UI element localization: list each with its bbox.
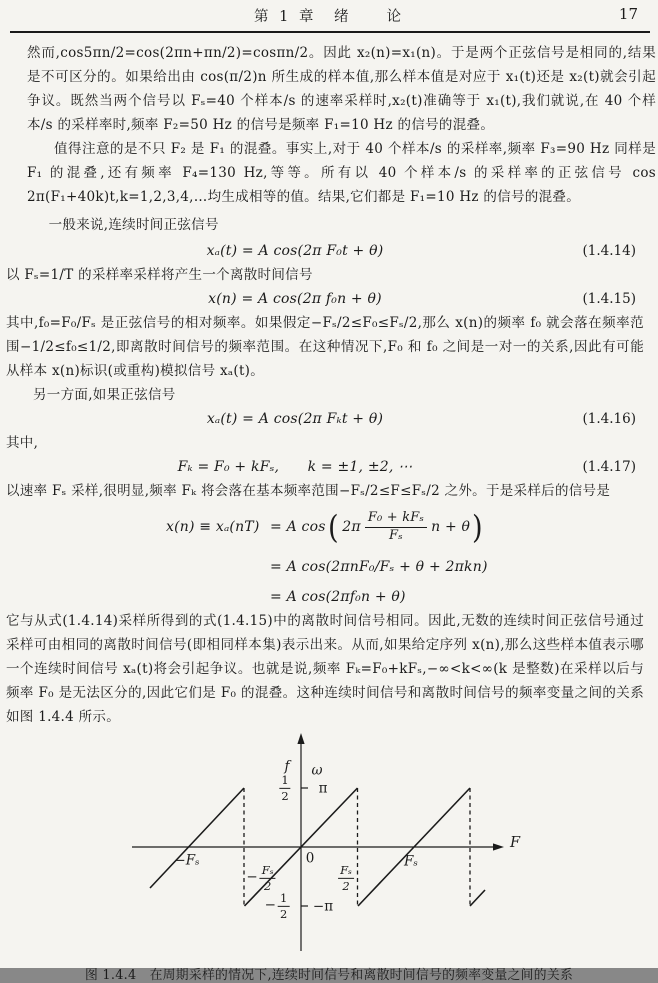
equation-1-4-15-number: (1.4.15) bbox=[582, 291, 636, 307]
chapter-title: 第 1 章 绪 论 bbox=[254, 9, 404, 25]
y-axis-label-f: f bbox=[284, 758, 290, 775]
x-axis-label-F: F bbox=[509, 834, 521, 851]
equation-1-4-17-number: (1.4.17) bbox=[582, 459, 636, 475]
sawtooth-segment-1 bbox=[150, 788, 244, 888]
fraction-denominator: Fₛ bbox=[389, 527, 403, 543]
derivation-row-2-rhs: = A cos(2πnF₀/Fₛ + θ + 2πkn) bbox=[270, 559, 488, 575]
equation-1-4-15 bbox=[6, 287, 644, 311]
equation-1-4-16-number: (1.4.16) bbox=[582, 411, 636, 427]
page-header bbox=[0, 0, 658, 26]
figure-1-4-4 bbox=[80, 731, 550, 955]
y-axis-label-omega: ω bbox=[311, 762, 323, 779]
equation-derivation-block bbox=[166, 505, 644, 609]
equation-1-4-17 bbox=[6, 455, 644, 479]
equation-1-4-14-number: (1.4.14) bbox=[582, 243, 636, 259]
derivation-two-pi: 2π bbox=[342, 519, 361, 535]
paragraph-aliasing-1: 然而,cos5πn/2=cos(2πn+πn/2)=cosπn/2。因此 x₂(n)=x₁(n)。于是两个正弦信号是相同的,结果是不可区分的。如果给出由 cos(π/2)n 所生成的样本值,那么样本值是对应于 x₁(t)还是 x₂(t)就会引起争议。既然当两个信号以 Fₛ=40 个样本/s 的速率采样时,x₂(t)准确等于 x₁(t),我们就说,在 40 个样本/s 的采样率时,频率 F₂=50 Hz 的信号是频率 F₁=10 Hz 的信号的混叠。 bbox=[27, 45, 656, 133]
neg-half-denominator: 2 bbox=[279, 906, 288, 921]
figure-caption: 图 1.4.4 在周期采样的情况下,连续时间信号和离散时间信号的频率变量之间的关系 bbox=[84, 968, 574, 983]
paragraph-general-intro: 一般来说,连续时间正弦信号 bbox=[48, 217, 219, 233]
neg-fs-half-numerator: Fₛ bbox=[261, 862, 274, 877]
page-number: 17 bbox=[618, 5, 638, 23]
neg-fs-half-minus: − bbox=[246, 869, 258, 886]
derivation-row-1 bbox=[166, 505, 644, 549]
derivation-lhs: x(n) ≡ xₐ(nT) bbox=[166, 519, 260, 535]
neg-fs-half-denominator: 2 bbox=[263, 878, 272, 893]
fs-half-denominator: 2 bbox=[342, 878, 350, 893]
lower-text-block bbox=[0, 239, 658, 729]
x-axis-arrowhead bbox=[493, 843, 504, 850]
sawtooth-segment-4 bbox=[470, 890, 485, 906]
equation-1-4-15-body: x(n) = A cos(2π f₀n + θ) bbox=[208, 291, 382, 307]
line-sampling-rate: 以 Fₛ=1/T 的采样率采样将产生一个离散时间信号 bbox=[6, 267, 313, 283]
line-where: 其中, bbox=[6, 435, 39, 451]
fs-half-numerator: Fₛ bbox=[340, 862, 352, 877]
y-tick-label-neg-pi: −π bbox=[312, 898, 334, 915]
half-numerator: 1 bbox=[281, 772, 289, 787]
equation-1-4-16-body: xₐ(t) = A cos(2π Fₖt + θ) bbox=[206, 411, 384, 427]
equation-1-4-14-body: xₐ(t) = A cos(2π F₀t + θ) bbox=[206, 243, 384, 259]
neg-half-numerator: 1 bbox=[279, 890, 288, 905]
x-tick-label-zero: 0 bbox=[305, 850, 315, 867]
x-tick-label-neg-fs-half bbox=[246, 864, 275, 892]
equation-1-4-16 bbox=[6, 407, 644, 431]
paragraph-aliasing-2: 值得注意的是不只 F₂ 是 F₁ 的混叠。事实上,对于 40 个样本/s 的采样率,频率 F₃=90 Hz 同样是 F₁ 的混叠,还有频率 F₄=130 Hz,等等。所有以 40 个样本/s 的采样率的正弦信号 cos 2π(F₁+40k)t,k=1,2,3,4,…均生成相等的值。结果,它们都是 F₁=10 Hz 的信号的混叠。 bbox=[27, 141, 656, 205]
equation-1-4-14 bbox=[6, 239, 644, 263]
x-tick-label-fs: Fₛ bbox=[404, 853, 418, 870]
upper-text-block bbox=[0, 33, 658, 237]
derivation-row-2 bbox=[166, 555, 644, 579]
derivation-row-1-rhs bbox=[270, 508, 485, 546]
neg-half-minus: − bbox=[264, 897, 276, 914]
derivation-n-theta: n + θ bbox=[431, 519, 471, 535]
y-axis-arrowhead bbox=[297, 733, 304, 744]
y-tick-label-half bbox=[279, 774, 290, 802]
big-paren-open: ( bbox=[327, 508, 339, 546]
half-denominator: 2 bbox=[281, 788, 289, 803]
paragraph-sampling-rate-fs: 以速率 Fₛ 采样,很明显,频率 Fₖ 将会落在基本频率范围−Fₛ/2≤F≤Fₛ/2 之外。于是采样后的信号是 bbox=[6, 483, 611, 499]
derivation-eq-cos: = A cos bbox=[270, 519, 326, 535]
y-tick-label-neg-half bbox=[265, 892, 290, 920]
paragraph-other-hand: 另一方面,如果正弦信号 bbox=[33, 387, 176, 403]
derivation-fraction bbox=[365, 511, 427, 544]
derivation-row-3 bbox=[166, 585, 644, 609]
big-paren-close: ) bbox=[472, 508, 483, 546]
x-tick-label-neg-fs: −Fₛ bbox=[174, 852, 200, 869]
paragraph-relative-frequency: 其中,f₀=F₀/Fₛ 是正弦信号的相对频率。如果假定−Fₛ/2≤F₀≤Fₛ/2,那么 x(n)的频率 f₀ 就会落在频率范围−1/2≤f₀≤1/2,即离散时间信号的频率范围。在这种情况下,F₀ 和 f₀ 之间是一对一的关系,因此有可能从样本 x(n)标识(或重构)模拟信号 xₐ(t)。 bbox=[6, 315, 644, 379]
x-tick-label-fs-half bbox=[338, 864, 354, 892]
paragraph-conclusion: 它与从式(1.4.14)采样所得到的式(1.4.15)中的离散时间信号相同。因此,无数的连续时间正弦信号通过采样可由相同的离散时间信号(即相同样本集)表示出来。从而,如果给定序列 x(n),那么这些样本值表示哪一个连续时间信号 xₐ(t)将会引起争议。也就是说,频率 Fₖ=F₀+kFₛ,−∞<k<∞(k 是整数)在采样以后与频率 F₀ 是无法区分的,因此它们是 F₀ 的混叠。这种连续时间信号和离散时间信号的频率变量之间的关系如图 1.4.4 所示。 bbox=[6, 613, 644, 725]
derivation-row-3-rhs: = A cos(2πf₀n + θ) bbox=[270, 589, 406, 605]
fraction-numerator: F₀ + kFₛ bbox=[365, 511, 427, 528]
equation-1-4-17-body: Fₖ = F₀ + kFₛ, k = ±1, ±2, ⋯ bbox=[177, 459, 413, 475]
y-tick-label-pi: π bbox=[318, 780, 328, 797]
